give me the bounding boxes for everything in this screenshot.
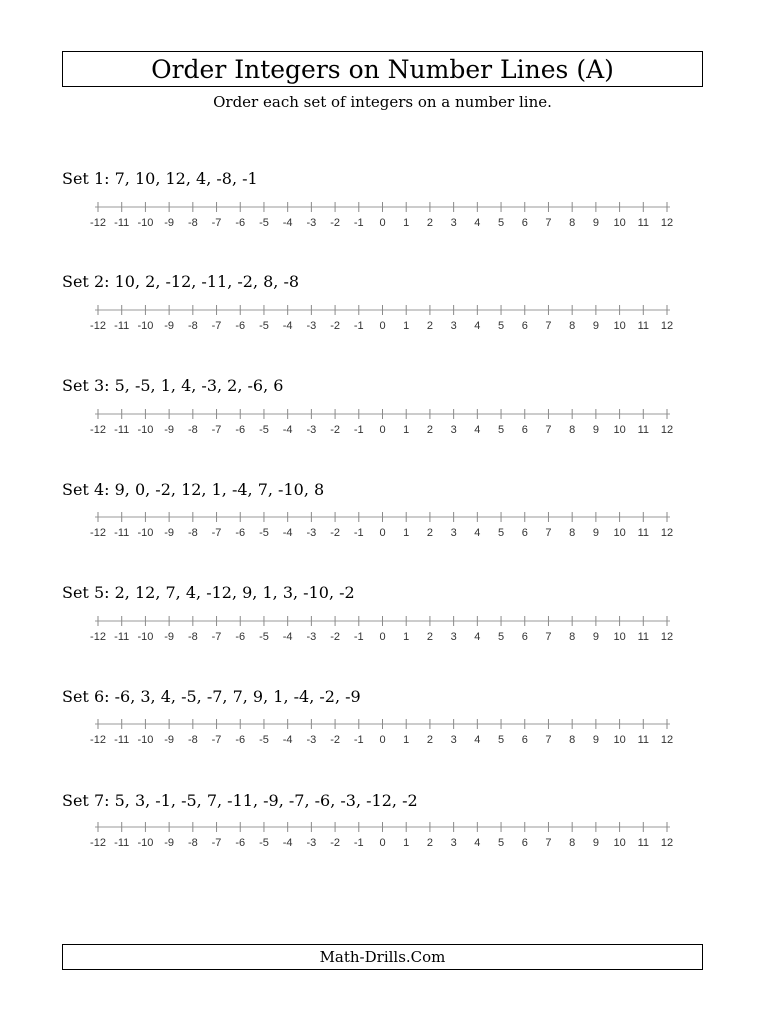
number-line-tick-label: -11	[114, 837, 130, 849]
number-line-tick-label: -4	[282, 217, 293, 229]
number-line-tick-label: -1	[353, 217, 364, 229]
number-line-tick-label: -12	[90, 837, 106, 849]
number-line-tick-label: 6	[521, 424, 528, 436]
number-line-tick-label: 3	[450, 527, 457, 539]
set-6-label: Set 6: -6, 3, 4, -5, -7, 7, 9, 1, -4, -2, -9	[62, 687, 361, 706]
number-line-tick-label: 5	[497, 631, 505, 643]
worksheet-instructions: Order each set of integers on a number line.	[213, 93, 552, 111]
number-line-tick-label: 1	[403, 837, 410, 849]
number-line-tick-label: -4	[282, 320, 293, 332]
number-line-tick-label: 6	[521, 734, 528, 746]
number-line-tick-label: -2	[330, 424, 340, 436]
number-line-tick-label: -5	[259, 424, 269, 436]
set-7-number-line	[0, 818, 768, 850]
number-line-tick-label: 2	[426, 631, 433, 643]
number-line-tick-label: 7	[545, 424, 552, 436]
number-line-tick-label: -12	[90, 734, 106, 746]
number-line-tick-label: -3	[306, 320, 317, 332]
number-line-tick-label: -4	[282, 424, 293, 436]
footer-text: Math-Drills.Com	[319, 947, 446, 966]
number-line-tick-label: 3	[450, 734, 457, 746]
number-line-tick-label: 1	[403, 320, 410, 332]
number-line-tick-label: -11	[114, 424, 130, 436]
number-line-tick-label: 9	[592, 734, 599, 746]
worksheet-title: Order Integers on Number Lines (A)	[151, 54, 614, 84]
number-line-tick-label: -7	[211, 424, 222, 436]
number-line-tick-label: 8	[569, 734, 576, 746]
set-2-number-line	[0, 301, 768, 333]
number-line-tick-label: -10	[137, 734, 154, 746]
number-line-tick-label: 10	[613, 631, 626, 643]
number-line-tick-label: 11	[637, 837, 650, 849]
set-3-number-line	[0, 405, 768, 437]
number-line-tick-label: -4	[282, 631, 293, 643]
number-line-tick-label: -9	[164, 217, 175, 229]
number-line-tick-label: 12	[660, 424, 674, 436]
number-line-tick-label: 8	[569, 837, 576, 849]
number-line-tick-label: -11	[114, 320, 130, 332]
number-line-tick-label: 10	[613, 320, 626, 332]
number-line-tick-label: 9	[592, 320, 599, 332]
number-line-tick-label: 9	[592, 631, 599, 643]
number-line-tick-label: -12	[90, 217, 106, 229]
number-line-tick-label: -1	[353, 631, 364, 643]
number-line-tick-label: 11	[637, 631, 650, 643]
number-line-tick-label: -7	[211, 734, 222, 746]
number-line-tick-label: 4	[474, 217, 481, 229]
number-line-tick-label: 12	[660, 527, 674, 539]
set-6-number-line	[0, 715, 768, 747]
number-line-tick-label: -9	[164, 631, 175, 643]
set-4-number-line	[0, 508, 768, 540]
number-line-tick-label: -5	[259, 217, 269, 229]
set-3-label: Set 3: 5, -5, 1, 4, -3, 2, -6, 6	[62, 376, 284, 395]
number-line-tick-label: -4	[282, 837, 293, 849]
number-line-tick-label: 4	[474, 734, 481, 746]
number-line-tick-label: -10	[137, 217, 154, 229]
number-line-tick-label: 6	[521, 837, 528, 849]
set-1-number-line	[0, 198, 768, 230]
number-line-tick-label: 10	[613, 527, 626, 539]
number-line-tick-label: -7	[211, 527, 222, 539]
number-line-tick-label: 4	[474, 527, 481, 539]
number-line-tick-label: 12	[660, 734, 674, 746]
number-line-tick-label: -3	[306, 527, 317, 539]
number-line-tick-label: 3	[450, 424, 457, 436]
worksheet-title-box	[62, 51, 703, 87]
number-line-tick-label: -12	[90, 424, 106, 436]
number-line-tick-label: -3	[306, 837, 317, 849]
number-line-tick-label: -5	[259, 734, 269, 746]
number-line-tick-label: 8	[569, 320, 576, 332]
number-line-tick-label: -6	[235, 424, 246, 436]
number-line-tick-label: -10	[137, 837, 154, 849]
number-line-tick-label: 1	[403, 734, 410, 746]
number-line-tick-label: 2	[426, 837, 433, 849]
number-line-tick-label: -10	[137, 631, 154, 643]
number-line-tick-label: 10	[613, 837, 626, 849]
set-2-label: Set 2: 10, 2, -12, -11, -2, 8, -8	[62, 272, 300, 291]
set-7-label: Set 7: 5, 3, -1, -5, 7, -11, -9, -7, -6, -3, -12, -2	[62, 791, 418, 810]
number-line-tick-label: 0	[379, 527, 386, 539]
number-line-tick-label: -7	[211, 631, 222, 643]
number-line-tick-label: 12	[660, 837, 674, 849]
number-line-tick-label: 9	[592, 424, 599, 436]
number-line-tick-label: -12	[90, 527, 106, 539]
number-line-tick-label: 3	[450, 320, 457, 332]
number-line-tick-label: 5	[497, 527, 505, 539]
number-line-tick-label: 8	[569, 217, 576, 229]
number-line-tick-label: 6	[521, 631, 528, 643]
number-line-tick-label: -2	[330, 527, 340, 539]
number-line-tick-label: -9	[164, 424, 175, 436]
number-line-tick-label: -9	[164, 527, 175, 539]
number-line-tick-label: -3	[306, 217, 317, 229]
number-line-tick-label: -5	[259, 527, 269, 539]
number-line-tick-label: -6	[235, 217, 246, 229]
number-line-tick-label: 5	[497, 217, 505, 229]
number-line-tick-label: 10	[613, 217, 626, 229]
number-line-tick-label: 9	[592, 527, 599, 539]
number-line-tick-label: -6	[235, 631, 246, 643]
footer-box	[62, 944, 703, 970]
number-line-tick-label: 6	[521, 527, 528, 539]
number-line-tick-label: -1	[353, 320, 364, 332]
number-line-tick-label: 0	[379, 734, 386, 746]
number-line-tick-label: 0	[379, 217, 386, 229]
number-line-tick-label: 4	[474, 320, 481, 332]
number-line-tick-label: 10	[613, 734, 626, 746]
number-line-tick-label: 11	[637, 320, 650, 332]
number-line-tick-label: 1	[403, 217, 410, 229]
number-line-tick-label: 7	[545, 734, 552, 746]
number-line-tick-label: 10	[613, 424, 626, 436]
number-line-tick-label: -7	[211, 217, 222, 229]
number-line-tick-label: -6	[235, 527, 246, 539]
number-line-tick-label: -2	[330, 320, 340, 332]
number-line-tick-label: -2	[330, 631, 340, 643]
number-line-tick-label: 7	[545, 527, 552, 539]
number-line-tick-label: -8	[187, 837, 198, 849]
number-line-tick-label: 4	[474, 424, 481, 436]
number-line-tick-label: -11	[114, 734, 130, 746]
number-line-tick-label: 9	[592, 837, 599, 849]
number-line-tick-label: -6	[235, 734, 246, 746]
number-line-tick-label: -3	[306, 734, 317, 746]
number-line-tick-label: 4	[474, 837, 481, 849]
set-5-number-line	[0, 612, 768, 644]
number-line-tick-label: 1	[403, 424, 410, 436]
number-line-tick-label: -7	[211, 837, 222, 849]
number-line-tick-label: -1	[353, 424, 364, 436]
number-line-tick-label: 12	[660, 320, 674, 332]
number-line-tick-label: -8	[187, 320, 198, 332]
number-line-tick-label: -8	[187, 527, 198, 539]
number-line-tick-label: -11	[114, 217, 130, 229]
number-line-tick-label: 12	[660, 217, 674, 229]
number-line-tick-label: 6	[521, 320, 528, 332]
number-line-tick-label: 2	[426, 734, 433, 746]
number-line-tick-label: -12	[90, 320, 106, 332]
set-5-label: Set 5: 2, 12, 7, 4, -12, 9, 1, 3, -10, -2	[62, 583, 355, 602]
number-line-tick-label: -9	[164, 837, 175, 849]
number-line-tick-label: -10	[137, 424, 154, 436]
number-line-tick-label: 7	[545, 837, 552, 849]
number-line-tick-label: 5	[497, 424, 505, 436]
number-line-tick-label: 0	[379, 320, 386, 332]
number-line-tick-label: -12	[90, 631, 106, 643]
number-line-tick-label: 11	[637, 217, 650, 229]
number-line-tick-label: -2	[330, 217, 340, 229]
number-line-tick-label: -8	[187, 424, 198, 436]
number-line-tick-label: 2	[426, 320, 433, 332]
number-line-tick-label: 0	[379, 837, 386, 849]
number-line-tick-label: -4	[282, 527, 293, 539]
number-line-tick-label: 11	[637, 424, 650, 436]
number-line-tick-label: -6	[235, 837, 246, 849]
number-line-tick-label: 11	[637, 734, 650, 746]
number-line-tick-label: -10	[137, 320, 154, 332]
number-line-tick-label: 8	[569, 527, 576, 539]
number-line-tick-label: 1	[403, 631, 410, 643]
number-line-tick-label: -3	[306, 631, 317, 643]
number-line-tick-label: -5	[259, 837, 269, 849]
number-line-tick-label: 2	[426, 217, 433, 229]
number-line-tick-label: -8	[187, 734, 198, 746]
number-line-tick-label: 4	[474, 631, 481, 643]
number-line-tick-label: -6	[235, 320, 246, 332]
number-line-tick-label: 8	[569, 631, 576, 643]
number-line-tick-label: -3	[306, 424, 317, 436]
number-line-tick-label: 2	[426, 424, 433, 436]
number-line-tick-label: 5	[497, 320, 505, 332]
number-line-tick-label: 3	[450, 631, 457, 643]
number-line-tick-label: 7	[545, 631, 552, 643]
number-line-tick-label: 5	[497, 734, 505, 746]
number-line-tick-label: 11	[637, 527, 650, 539]
number-line-tick-label: -1	[353, 734, 364, 746]
number-line-tick-label: 9	[592, 217, 599, 229]
number-line-tick-label: -7	[211, 320, 222, 332]
number-line-tick-label: -11	[114, 631, 130, 643]
number-line-tick-label: -5	[259, 631, 269, 643]
number-line-tick-label: -10	[137, 527, 154, 539]
number-line-tick-label: 0	[379, 424, 386, 436]
number-line-tick-label: -1	[353, 837, 364, 849]
number-line-tick-label: -4	[282, 734, 293, 746]
number-line-tick-label: 1	[403, 527, 410, 539]
number-line-tick-label: -9	[164, 734, 175, 746]
number-line-tick-label: 8	[569, 424, 576, 436]
number-line-tick-label: 3	[450, 217, 457, 229]
number-line-tick-label: -9	[164, 320, 175, 332]
number-line-tick-label: 7	[545, 320, 552, 332]
number-line-tick-label: -8	[187, 217, 198, 229]
number-line-tick-label: -8	[187, 631, 198, 643]
number-line-tick-label: 7	[545, 217, 552, 229]
number-line-tick-label: -11	[114, 527, 130, 539]
number-line-tick-label: 0	[379, 631, 386, 643]
number-line-tick-label: 5	[497, 837, 505, 849]
number-line-tick-label: 2	[426, 527, 433, 539]
set-1-label: Set 1: 7, 10, 12, 4, -8, -1	[62, 169, 258, 188]
number-line-tick-label: 12	[660, 631, 674, 643]
number-line-tick-label: -1	[353, 527, 364, 539]
number-line-tick-label: 6	[521, 217, 528, 229]
number-line-tick-label: 3	[450, 837, 457, 849]
number-line-tick-label: -2	[330, 837, 340, 849]
number-line-tick-label: -5	[259, 320, 269, 332]
set-4-label: Set 4: 9, 0, -2, 12, 1, -4, 7, -10, 8	[62, 480, 325, 499]
number-line-tick-label: -2	[330, 734, 340, 746]
